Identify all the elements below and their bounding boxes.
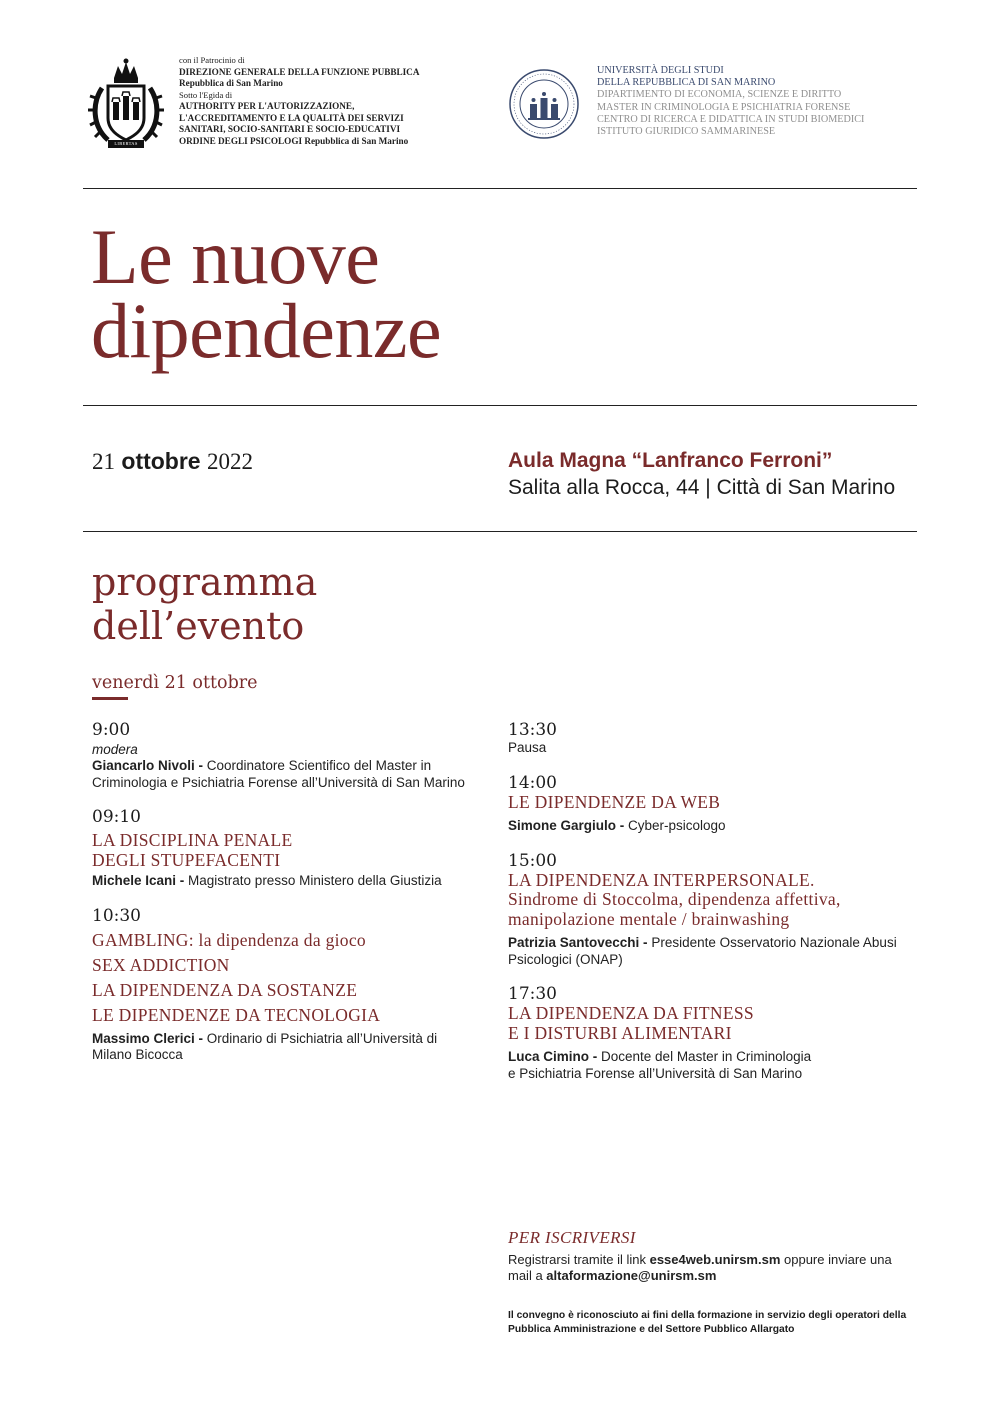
- item-speaker-info: [508, 935, 898, 968]
- registration-email[interactable]: altaformazione@unirsm.sm: [546, 1268, 717, 1283]
- speaker-desc: Coordinatore Scientifico del Master in Criminologia e Psichiatria Forense all’Università di San Marino: [92, 758, 465, 790]
- patron-funzione-pubblica-sub: Repubblica di San Marino: [179, 78, 283, 88]
- item-speaker-info: [92, 758, 492, 791]
- research-center-line: CENTRO DI RICERCA E DIDATTICA IN STUDI BIOMEDICI: [597, 113, 865, 125]
- patron-authority-line2: L'ACCREDITAMENTO E LA QUALITÀ DEI SERVIZI: [179, 112, 404, 123]
- item-time: 10:30: [92, 905, 141, 926]
- item-title-line: LA DIPENDENZA INTERPERSONALE.: [508, 869, 815, 890]
- speaker-desc-line2: e Psichiatria Forense all’Università di San Marino: [508, 1065, 803, 1081]
- divider-title: [83, 405, 917, 406]
- department-line: DIPARTIMENTO DI ECONOMIA, SCIENZE E DIRITTO: [597, 89, 842, 101]
- registration-text-a: Registrarsi tramite il link: [508, 1252, 650, 1267]
- item-speaker-info: [508, 1049, 918, 1066]
- item-speaker-info: [92, 873, 492, 890]
- venue-address: Salita alla Rocca, 44 | Città di San Marino: [508, 476, 896, 499]
- program-item: [92, 720, 492, 791]
- speaker-desc: Cyber-psicologo: [624, 818, 726, 833]
- patronage-label: con il Patrocinio di: [179, 55, 245, 65]
- institute-line: ISTITUTO GIURIDICO SAMMARINESE: [597, 126, 776, 138]
- patron-authority-line1: AUTHORITY PER L'AUTORIZZAZIONE,: [179, 101, 355, 111]
- item-time: 15:00: [508, 850, 557, 871]
- speaker-name: Patrizia Santovecchi -: [508, 935, 648, 950]
- item-title-line: LE DIPENDENZE DA WEB: [508, 791, 721, 812]
- date-day: 21: [92, 449, 115, 474]
- registration-heading: PER ISCRIVERSI: [508, 1228, 636, 1247]
- registration-text: [508, 1252, 918, 1284]
- item-title-line: LA DISCIPLINA PENALE: [92, 830, 293, 850]
- item-time: 9:00: [92, 720, 131, 740]
- day-underline: [92, 697, 128, 700]
- item-title-line: GAMBLING: la dipendenza da gioco: [92, 929, 366, 950]
- egida-label: Sotto l'Egida di: [179, 89, 233, 100]
- divider-top: [83, 188, 917, 189]
- program-item: [92, 807, 492, 890]
- registration-link[interactable]: esse4web.unirsm.sm: [649, 1252, 781, 1267]
- speaker-name: Giancarlo Nivoli -: [92, 758, 204, 773]
- university-name-line1: UNIVERSITÀ DEGLI STUDI: [597, 65, 724, 76]
- crest-motto: LIBERTAS: [114, 141, 138, 146]
- item-title-line: LA DIPENDENZA DA SOSTANZE: [92, 979, 358, 1000]
- university-name-line2: DELLA REPUBBLICA DI SAN MARINO: [597, 77, 776, 89]
- speaker-name: Luca Cimino -: [508, 1049, 598, 1064]
- program-right-column: [508, 720, 918, 1098]
- date-month: ottobre: [121, 448, 201, 474]
- item-time: 09:10: [92, 807, 141, 827]
- venue-name: Aula Magna “Lanfranco Ferroni”: [508, 449, 833, 472]
- program-item: [508, 720, 918, 757]
- item-role: modera: [92, 742, 138, 757]
- registration-text-b: oppure inviare una mail a: [508, 1252, 892, 1283]
- program-heading-line2: dell’evento: [92, 604, 305, 648]
- title-line1: Le nuove: [91, 213, 380, 300]
- item-title-line: E I DISTURBI ALIMENTARI: [508, 1022, 732, 1043]
- program-item: [508, 984, 918, 1082]
- divider-venue: [83, 531, 917, 532]
- speaker-name: Simone Gargiulo -: [508, 818, 625, 833]
- patron-ordine-psicologi: ORDINE DEGLI PSICOLOGI Repubblica di San Marino: [179, 135, 409, 146]
- program-item: [508, 851, 918, 969]
- speaker-name: Michele Icani -: [92, 873, 185, 888]
- page-title: [91, 213, 442, 374]
- university-seal-logo: [508, 68, 580, 140]
- day-label: venerdì 21 ottobre: [92, 673, 258, 693]
- university-block: [597, 65, 927, 138]
- item-title-line: LA DIPENDENZA DA FITNESS: [508, 1003, 754, 1023]
- patronage-block: [179, 55, 479, 147]
- program-heading-line1: programma: [92, 560, 318, 604]
- item-time: 13:30: [508, 720, 557, 740]
- program-item: [508, 773, 918, 835]
- speaker-name: Massimo Clerici -: [92, 1030, 204, 1046]
- san-marino-crest-logo: [88, 58, 164, 150]
- event-date: [92, 448, 253, 475]
- program-left-column: [92, 720, 492, 1080]
- speaker-desc: Ordinario di Psichiatria all’Università di Milano Bicocca: [92, 1030, 438, 1062]
- program-heading: [92, 560, 317, 648]
- speaker-desc: Presidente Osservatorio Nazionale Abusi Psicologici (ONAP): [508, 935, 897, 967]
- patron-authority-line3: SANITARI, SOCIO-SANITARI E SOCIO-EDUCATIVI: [179, 124, 401, 134]
- item-time: 14:00: [508, 772, 557, 793]
- accreditation-note: Il convegno è riconosciuto ai fini della formazione in servizio degli operatori della Pubblica Amministrazione e del Settore Pubblico Allargato: [508, 1310, 907, 1335]
- master-line: MASTER IN CRIMINOLOGIA E PSICHIATRIA FORENSE: [597, 101, 851, 113]
- item-speaker-info: [92, 1031, 462, 1064]
- item-title-line: DEGLI STUPEFACENTI: [92, 849, 281, 870]
- item-label: Pausa: [508, 740, 547, 755]
- item-title-line: manipolazione mentale / brainwashing: [508, 908, 790, 929]
- item-title-line: SEX ADDICTION: [92, 954, 230, 975]
- title-line2: dipendenze: [91, 287, 442, 374]
- program-item: [92, 906, 492, 1064]
- patron-funzione-pubblica: DIREZIONE GENERALE DELLA FUNZIONE PUBBLICA: [179, 66, 420, 77]
- item-title-line: Sindrome di Stoccolma, dipendenza affettiva,: [508, 889, 841, 909]
- item-speaker-info: [508, 818, 918, 835]
- speaker-desc: Magistrato presso Ministero della Giustizia: [184, 873, 442, 888]
- item-time: 17:30: [508, 984, 557, 1004]
- item-title-line: LE DIPENDENZE DA TECNOLOGIA: [92, 1004, 381, 1025]
- date-year: 2022: [207, 449, 253, 474]
- speaker-desc: Docente del Master in Criminologia: [597, 1049, 812, 1064]
